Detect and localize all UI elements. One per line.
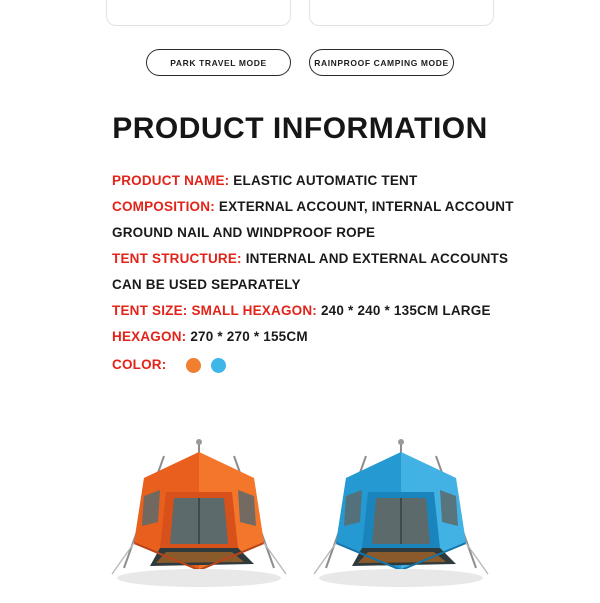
spec-value: INTERNAL AND EXTERNAL ACCOUNTS CAN BE USED SEPARATELY (112, 251, 509, 292)
product-image-orange-tent (104, 418, 294, 598)
top-card-left (106, 0, 291, 26)
mode-pill-row (0, 49, 600, 76)
spec-value: ELASTIC AUTOMATIC TENT (233, 173, 418, 188)
spec-label: COLOR: (112, 357, 167, 372)
footer-spacer (0, 590, 600, 600)
spec-label: TENT STRUCTURE: (112, 251, 242, 266)
spec-row-composition (112, 194, 532, 246)
spec-row-color (112, 352, 532, 378)
product-image-blue-tent (306, 418, 496, 598)
mode-pill-park-travel[interactable] (146, 49, 291, 76)
specification-list (112, 168, 532, 378)
spec-label: COMPOSITION: (112, 199, 215, 214)
spec-value: 240 * 240 * 135CM LARGE (320, 303, 491, 318)
color-swatch-blue[interactable] (211, 358, 226, 373)
spec-label: PRODUCT NAME: (112, 173, 230, 188)
product-image-row (0, 418, 600, 600)
mode-pill-rainproof-camping[interactable] (309, 49, 454, 76)
mode-pill-label: RAINPROOF CAMPING MODE (314, 57, 449, 68)
top-cards-row (0, 0, 600, 26)
mode-pill-label: PARK TRAVEL MODE (170, 57, 267, 68)
spec-row-product-name (112, 168, 532, 194)
blue-tent-illustration (306, 418, 496, 598)
color-swatch-orange[interactable] (186, 358, 201, 373)
page-title: PRODUCT INFORMATION (112, 112, 488, 145)
spec-value: EXTERNAL ACCOUNT, INTERNAL ACCOUNT GROUND NAIL AND WINDPROOF ROPE (112, 199, 514, 240)
spec-row-tent-structure (112, 246, 532, 298)
spec-row-hexagon (112, 324, 532, 350)
top-card-right (309, 0, 494, 26)
spec-label: HEXAGON: (112, 329, 187, 344)
spec-row-tent-size (112, 298, 532, 324)
spec-label: TENT SIZE: SMALL HEXAGON: (112, 303, 318, 318)
spec-value: 270 * 270 * 155CM (190, 329, 308, 344)
orange-tent-illustration (104, 418, 294, 598)
